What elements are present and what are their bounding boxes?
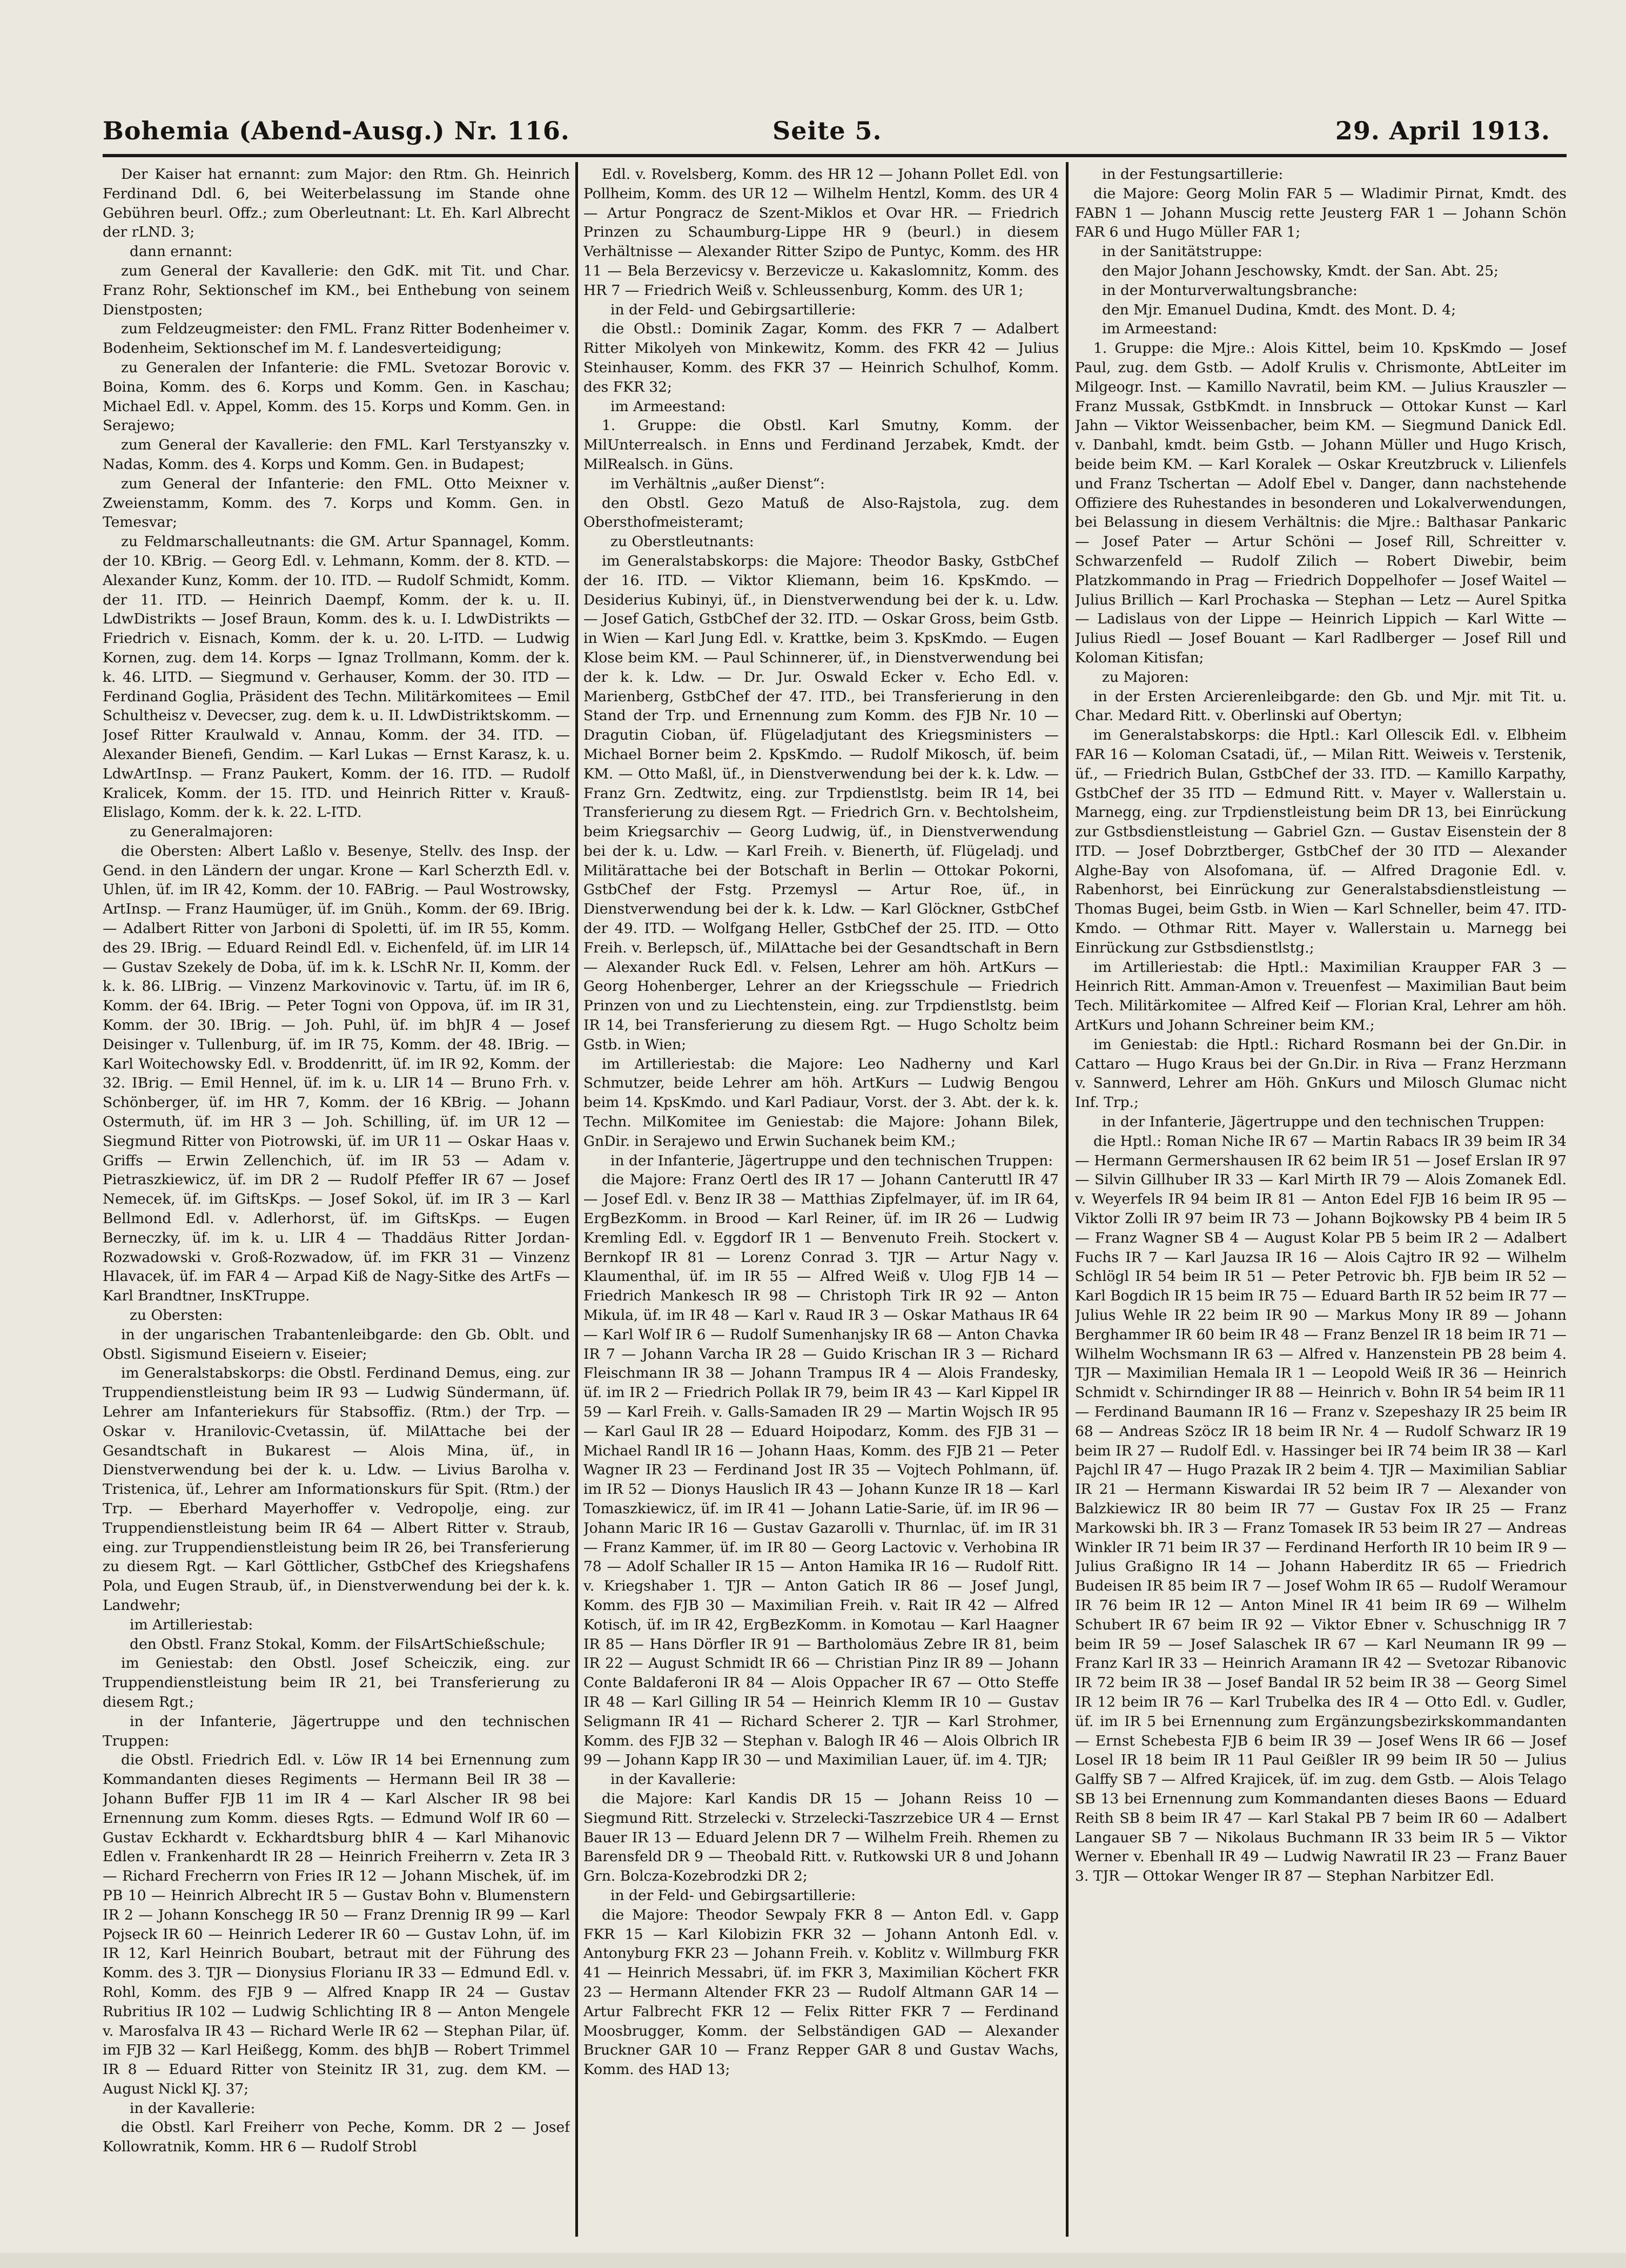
paragraph: im Geniestab: den Obstl. Josef Scheiczik, eing. zur Truppendienstleistung beim IR 21, bei Transferierung zu diesem Rgt.; — [103, 1655, 570, 1710]
paragraph: dann ernannt: — [130, 243, 233, 260]
paragraph: zum Feldzeugmeister: den FML. Franz Ritter Bodenheimer v. Bodenheim, Sektionschef im M. f. Landesverteidigung; — [103, 320, 570, 357]
paragraph: im Armeestand: — [610, 398, 726, 415]
newspaper-title: Bohemia (Abend-Ausg.) Nr. 116. — [103, 116, 570, 145]
paragraph: im Generalstabskorps: die Obstl. Ferdinand Demus, eing. zur Truppendienstleistung beim IR 93 — Ludwig Sündermann, üf. Lehrer am Infanteriekurs für Stabsoffiz. (Rtm.) der Trp. — Oskar v. Hranilovic-Cvetassin, üf. MilAttache bei der Gesandtschaft in Bukarest — Alois Mina, üf., in Dienstverwendung bei der k. u. Ldw. — Livius Barolha v. Tristenica, üf., Lehrer am Informationskurs für Spit. (Rtm.) der Trp. — Eberhard Mayerhoffer v. Vedropolje, eing. zur Truppendienstleistung beim IR 64 — Albert Ritter v. Straub, eing. zur Truppendienstleistung beim IR 26, bei Transferierung zu diesem Rgt. — Karl Göttlicher, GstbChef des Kriegshafens Pola, und Eugen Straub, üf., in Dienstverwendung bei der k. k. Landwehr; — [103, 1365, 570, 1614]
paragraph: in der Festungsartillerie: — [1102, 166, 1284, 183]
paragraph: die Obstl. Friedrich Edl. v. Löw IR 14 bei Ernennung zum Kommandanten dieses Regiments — Hermann Beil IR 38 — Johann Buffer FJB 11 im IR 4 — Karl Alscher IR 98 bei Ernennung zum Komm. dieses Rgts. — Edmund Wolf IR 60 — Gustav Eckhardt v. Eckhardtsburg bhIR 4 — Karl Mihanovic Edlen v. Frankenhardt IR 28 — Heinrich Freiherrn v. Zeta IR 3 — Richard Frecherrn von Fries IR 12 — Johann Mischek, üf. im PB 10 — Heinrich Albrecht IR 5 — Gustav Bohn v. Blumenstern IR 2 — Johann Konschegg IR 50 — Franz Drennig IR 99 — Karl Pojseck IR 60 — Heinrich Lederer IR 60 — Gustav Lohn, üf. im IR 12, Karl Heinrich Boubart, betraut mit der Führung des Komm. des 3. TJR — Dionysius Florianu IR 33 — Edmund Edl. v. Rohl, Komm. des FJB 9 — Alfred Knapp IR 24 — Gustav Rubritius IR 102 — Ludwig Schlichting IR 8 — Anton Mengele v. Marosfalva IR 43 — Richard Werle IR 62 — Stephan Pilar, üf. im FJB 32 — Karl Heißegg, Komm. des bhJB — Robert Trimmel IR 8 — Eduard Ritter von Steinitz IR 31, zug. dem KM. — August Nickl KJ. 37; — [103, 1752, 570, 2097]
paragraph: in der Infanterie, Jägertruppe und den technischen Truppen: — [1102, 1113, 1545, 1131]
paragraph: die Majore: Georg Molin FAR 5 — Wladimir Pirnat, Kmdt. des FABN 1 — Johann Muscig rette Jeusterg FAR 1 — Johann Schön FAR 6 und Hugo Müller FAR 1; — [1075, 185, 1567, 241]
paragraph: in der Feld- und Gebirgsartillerie: — [610, 301, 856, 318]
paragraph: in der Kavallerie: — [130, 2099, 256, 2117]
paragraph: in der Infanterie, Jägertruppe und den technischen Truppen: — [610, 1152, 1053, 1169]
paragraph: im Geniestab: die Hptl.: Richard Rosmann bei der Gn.Dir. in Cattaro — Hugo Kraus bei der Gn.Dir. in Riva — Franz Herzmann v. Sannwerd, Lehrer am Höh. GnKurs und Milosch Glumac nicht Inf. Trp.; — [1075, 1036, 1567, 1111]
paragraph: zu Generalen der Infanterie: die FML. Svetozar Borovic v. Boina, Komm. des 6. Korps und Komm. Gen. in Kaschau; Michael Edl. v. Appel, Komm. des 15. Korps und Komm. Gen. in Serajewo; — [103, 359, 570, 434]
paragraph: 1. Gruppe: die Mjre.: Alois Kittel, beim 10. KpsKmdo — Josef Paul, zug. dem Gstb. — Adolf Krulis v. Chrismonte, AbtLeiter im Milgeogr. Inst. — Kamillo Navratil, beim KM. — Julius Krauszler — Franz Mussak, GstbKmdt. in Innsbruck — Ottokar Kunst — Karl Jahn — Viktor Weissenbacher, beim KM. — Siegmund Danick Edl. v. Danbahl, kmdt. beim Gstb. — Johann Müller und Hugo Krisch, beide beim KM. — Karl Koralek — Oskar Kreutzbruck v. Lilienfels und Franz Tschertan — Adolf Ebel v. Danger, dann nachstehende Offiziere des Ruhestandes in besonderen und Lokalverwendungen, bei Belassung in diesem Verhältnis: die Mjre.: Balthasar Pankaric — Josef Pater — Artur Schöni — Josef Rill, Schreitter v. Schwarzenfeld — Rudolf Zilich — Robert Diwebir, beim Platzkommando in Prag — Friedrich Doppelhofer — Josef Waitel — Julius Brillich — Karl Prochaska — Stephan — Letz — Aurel Spitka — Ladislaus von der Lippe — Heinrich Lippich — Karl Witte — Julius Riedl — Josef Bouant — Karl Radlberger — Josef Rill und Koloman Kitisfan; — [1075, 340, 1567, 666]
paragraph: zum General der Infanterie: den FML. Otto Meixner v. Zweienstamm, Komm. des 7. Korps und Komm. Gen. in Temesvar; — [103, 475, 570, 531]
paragraph: in der Sanitätstruppe: — [1102, 243, 1262, 260]
paragraph: zu Generalmajoren: — [130, 823, 273, 841]
paragraph: den Obstl. Gezo Matuß de Also-Rajstola, zug. dem Obersthofmeisteramt; — [583, 494, 1059, 531]
paragraph: im Artilleriestab: — [130, 1616, 253, 1633]
paragraph: den Mjr. Emanuel Dudina, Kmdt. des Mont. D. 4; — [1102, 301, 1456, 318]
paragraph: den Obstl. Franz Stokal, Komm. der FilsArtSchießschule; — [130, 1635, 546, 1653]
paragraph: in der ungarischen Trabantenleibgarde: den Gb. Oblt. und Obstl. Sigismund Eiseiern v. Eiseier; — [103, 1326, 570, 1363]
paragraph: 1. Gruppe: die Obstl. Karl Smutny, Komm. der MilUnterrealsch. in Enns und Ferdinand Jerzabek, Kmdt. der MilRealsch. in Güns. — [583, 417, 1059, 473]
paragraph: in der Kavallerie: — [610, 1771, 736, 1788]
paragraph: Edl. v. Rovelsberg, Komm. des HR 12 — Johann Pollet Edl. von Pollheim, Komm. des UR 12 — Wilhelm Hentzl, Komm. des UR 4 — Artur Pongracz de Szent-Miklos et Ovar HR. — Friedrich Prinzen zu Schaumburg-Lippe HR 9 (beurl.) in diesem Verhältnisse — Alexander Ritter Szipo de Puntyc, Komm. des HR 11 — Bela Berzevicsy v. Berzevicze u. Kakaslomnitz, Komm. des HR 7 — Friedrich Weiß v. Schleussenburg, Komm. des UR 1; — [583, 166, 1059, 299]
paragraph: die Majore: Theodor Sewpaly FKR 8 — Anton Edl. v. Gapp FKR 15 — Karl Kilobizin FKR 32 — Johann Antonh Edl. v. Antonyburg FKR 23 — Johann Freih. v. Koblitz v. Willmburg FKR 41 — Heinrich Messabri, üf. im FKR 3, Maximilian Köchert FKR 23 — Hermann Altender FKR 23 — Rudolf Altmann GAR 14 — Artur Falbrecht FKR 12 — Felix Ritter FKR 7 — Ferdinand Moosbrugger, Komm. der Selbständigen GAD — Alexander Bruckner GAR 10 — Franz Repper GAR 8 und Gustav Wachs, Komm. des HAD 13; — [583, 1906, 1059, 2078]
issue-date: 29. April 1913. — [1335, 116, 1550, 145]
paragraph: die Hptl.: Roman Niche IR 67 — Martin Rabacs IR 39 beim IR 34 — Hermann Germershausen IR 62 beim IR 51 — Josef Erslan IR 97 — Silvin Gillhuber IR 33 — Karl Mirth IR 79 — Alois Zomanek Edl. v. Weyerfels IR 94 beim IR 81 — Anton Edel FJB 16 beim IR 95 — Viktor Zolli IR 97 beim IR 73 — Johann Bojkowsky PB 4 beim IR 5 — Franz Wagner SB 4 — August Kolar PB 5 beim IR 2 — Adalbert Fuchs IR 7 — Karl Jauzsa IR 16 — Alois Cajtro IR 92 — Wilhelm Schlögl IR 54 beim IR 51 — Peter Petrovic bh. FJB beim IR 52 — Karl Bogdich IR 15 beim IR 75 — Eduard Barth IR 52 beim IR 77 — Julius Wehle IR 22 beim IR 90 — Markus Mony IR 89 — Johann Berghammer IR 60 beim IR 48 — Franz Benzel IR 18 beim IR 71 — Wilhelm Wochsmann IR 63 — Alfred v. Hanzenstein PB 28 beim 4. TJR — Maximilian Hemala IR 1 — Leopold Weiß IR 36 — Heinrich Schmidt v. Schirndinger IR 88 — Heinrich v. Bohn IR 54 beim IR 11 — Ferdinand Baumann IR 16 — Franz v. Szepeshazy IR 25 beim IR 68 — Andreas Szöcz IR 18 beim IR Nr. 4 — Rudolf Schwarz IR 19 beim IR 27 — Rudolf Edl. v. Hassinger bei IR 74 beim IR 38 — Karl Pajchl IR 47 — Hugo Prazak IR 2 beim 4. TJR — Maximilian Sabliar IR 21 — Hermann Kiswardai IR 52 beim IR 7 — Alexander von Balzkiewicz IR 80 beim IR 77 — Gustav Fox IR 25 — Franz Markowski bh. IR 3 — Franz Tomasek IR 53 beim IR 27 — Andreas Winkler IR 71 beim IR 37 — Ferdinand Herforth IR 10 beim IR 9 — Julius Graßigno IR 14 — Johann Haberditz IR 65 — Friedrich Budeisen IR 85 beim IR 7 — Josef Wohm IR 65 — Rudolf Weramour IR 76 beim IR 12 — Anton Minel IR 41 beim IR 69 — Wilhelm Schubert IR 67 beim IR 92 — Viktor Ebner v. Schuschnigg IR 7 beim IR 59 — Josef Salaschek IR 67 — Karl Neumann IR 99 — Franz Karl IR 33 — Heinrich Aramann IR 42 — Svetozar Ribanovic IR 72 beim IR 38 — Josef Bandal IR 52 beim IR 38 — Georg Simel IR 12 beim IR 76 — Karl Trubelka des IR 4 — Otto Edl. v. Gudler, üf. im IR 5 bei Ernennung zum Ergänzungsbezirkskommandanten — Ernst Schebesta FJB 6 beim IR 39 — Josef Wens IR 66 — Josef Losel IR 18 beim IR 11 Paul Geißler IR 99 beim IR 50 — Julius Galffy SB 7 — Alfred Krajicek, üf. im zug. dem Gstb. — Alois Telago SB 13 bei Ernennung zum Kommandanten dieses Baons — Eduard Reith SB 8 beim IR 47 — Karl Stakal PB 7 beim IR 60 — Adalbert Langauer SB 7 — Nikolaus Buchmann IR 33 beim IR 5 — Viktor Werner v. Ebenhall IR 49 — Ludwig Nawratil IR 23 — Franz Bauer 3. TJR — Ottokar Wenger IR 87 — Stephan Narbitzer Edl. — [1075, 1132, 1567, 1885]
paragraph: im Generalstabskorps: die Hptl.: Karl Ollescik Edl. v. Elbheim FAR 16 — Koloman Csatadi, üf., — Milan Ritt. Weiweis v. Terstenik, üf., — Friedrich Bulan, GstbChef der 33. ITD. — Kamillo Karpathy, GstbChef der 35 ITD — Edmund Ritt. v. Mayer v. Wallerstain u. Marnegg, eing. zur Trpdienstleistung beim DR 13, bei Einrückung zur Gstbsdienstleistung — Gabriel Gzn. — Gustav Eisenstein der 8 ITD. — Josef Dobrztberger, GstbChef der 30 ITD — Alexander Alghe-Bay von Alsofomana, üf. — Alfred Dragonie Edl. v. Rabenhorst, bei Einrückung zur Generalstabsdienstleistung — Thomas Bugei, beim Gstb. in Wien — Karl Schneller, beim 47. ITD-Kmdo. — Othmar Ritt. Mayer v. Wallerstain u. Marnegg bei Einrückung zur Gstbsdienstlstg.; — [1075, 727, 1567, 956]
paragraph: die Obstl.: Dominik Zagar, Komm. des FKR 7 — Adalbert Ritter Mikolyeh von Minkewitz, Komm. des FKR 42 — Julius Steinhauser, Komm. des FKR 37 — Heinrich Schulhof, Komm. des FKR 32; — [583, 320, 1059, 395]
page-header — [103, 111, 1561, 154]
paragraph: im Verhältnis „außer Dienst“: — [610, 475, 825, 492]
paragraph: zu Feldmarschalleutnants: die GM. Artur Spannagel, Komm. der 10. KBrig. — Georg Edl. v. Lehmann, Komm. der 8. KTD. — Alexander Kunz, Komm. der 10. ITD. — Rudolf Schmidt, Komm. der 11. ITD. — Heinrich Daempf, Komm. der k. u. II. LdwDistrikts — Josef Braun, Komm. des k. u. I. LdwDistrikts — Friedrich v. Eisnach, Komm. der k. u. 20. L-ITD. — Ludwig Kornen, zug. dem 14. Korps — Ignaz Trollmann, Komm. der k. k. 46. LITD. — Siegmund v. Gerhauser, Komm. der 30. ITD — Ferdinand Goglia, Präsident des Techn. Militärkomitees — Emil Schultheisz v. Devecser, zug. dem k. u. II. LdwDistriktskomm. — Josef Ritter Kraulwald v. Annau, Komm. der 34. ITD. — Alexander Bienefi, Gendim. — Karl Lukas — Ernst Karasz, k. u. LdwArtInsp. — Franz Paukert, Komm. der 16. ITD. — Rudolf Kralicek, Komm. der 15. ITD. und Heinrich Ritter v. Krauß-Elislago, Komm. der k. k. 22. L-ITD. — [103, 533, 570, 821]
paragraph: in der Ersten Arcierenleibgarde: den Gb. und Mjr. mit Tit. u. Char. Medard Ritt. v. Oberlinski auf Obertyn; — [1075, 688, 1567, 724]
page-edge — [0, 2253, 1626, 2268]
paragraph: zu Oberstleutnants: — [610, 533, 754, 551]
paragraph: zum General der Kavallerie: den FML. Karl Terstyanszky v. Nadas, Komm. des 4. Korps und Komm. Gen. in Budapest; — [103, 437, 570, 473]
header-rule — [103, 154, 1567, 157]
paragraph: zu Majoren: — [1102, 668, 1189, 686]
paragraph: die Majore: Karl Kandis DR 15 — Johann Reiss 10 — Siegmund Ritt. Strzelecki v. Strzelecki-Taszrzebice UR 4 — Ernst Bauer IR 13 — Eduard Jelenn DR 7 — Wilhelm Freih. Rhemen zu Barensfeld DR 9 — Theobald Ritt. v. Rutkowski UR 8 und Johann Grn. Bolcza-Kozebrodzki DR 2; — [583, 1790, 1059, 1885]
paragraph: in der Monturverwaltungsbranche: — [1102, 281, 1358, 299]
paragraph: die Obstl. Karl Freiherr von Peche, Komm. DR 2 — Josef Kollowratnik, Komm. HR 6 — Rudolf Strobl — [103, 2119, 570, 2156]
paragraph: die Majore: Franz Oertl des IR 17 — Johann Canteruttl IR 47 — Josef Edl. v. Benz IR 38 — Matthias Zipfelmayer, üf. im IR 64, ErgBezKomm. in Brood — Karl Reiner, üf. im IR 26 — Ludwig Kremling Edl. v. Eggdorf IR 1 — Benvenuto Freih. Stockert v. Bernkopf IR 81 — Lorenz Conrad 3. TJR — Artur Nagy v. Klaumenthal, üf. im IR 55 — Alfred Weiß v. Ulog FJB 14 — Friedrich Mankesch IR 98 — Christoph Tirk IR 92 — Anton Mikula, üf. im IR 48 — Karl v. Raud IR 3 — Oskar Mathaus IR 64 — Karl Wolf IR 6 — Rudolf Sumenhanjsky IR 68 — Anton Chavka IR 7 — Johann Varcha IR 28 — Guido Krischan IR 3 — Richard Fleischmann IR 38 — Johann Trampus IR 4 — Alois Frandesky, üf. im IR 2 — Friedrich Pollak IR 79, beim IR 43 — Karl Kippel IR 59 — Karl Freih. v. Galls-Samaden IR 29 — Martin Wojsch IR 95 — Karl Gaul IR 28 — Eduard Hoipodarz, Komm. des FJB 31 — Michael Randl IR 16 — Johann Haas, Komm. des FJB 21 — Peter Wagner IR 23 — Ferdinand Jost IR 35 — Vojtech Pohlmann, üf. im IR 52 — Dionys Hauslich IR 43 — Johann Kunze IR 18 — Karl Tomaszkiewicz, üf. im IR 41 — Johann Latie-Sarie, üf. im IR 96 — Johann Maric IR 16 — Gustav Gazarolli v. Thurnlac, üf. im IR 31 — Franz Kammer, üf. im IR 80 — Georg Lactovic v. Verhobina IR 78 — Adolf Schaller IR 15 — Anton Hamika IR 16 — Rudolf Ritt. v. Kriegshaber 1. TJR — Anton Gatich IR 86 — Josef Jungl, Komm. des FJB 30 — Maximilian Freih. v. Rait IR 42 — Alfred Kotisch, üf. im IR 42, ErgBezKomm. in Komotau — Karl Haagner IR 85 — Hans Dörfler IR 91 — Bartholomäus Zebre IR 81, beim IR 22 — August Schmidt IR 66 — Christian Pinz IR 89 — Johann Conte Baldaferoni IR 84 — Alois Oppacher IR 67 — Otto Steffe IR 48 — Karl Gilling IR 54 — Heinrich Klemm IR 10 — Gustav Seligmann IR 41 — Richard Scherer 2. TJR — Karl Strohmer, Komm. des FJB 32 — Stephan v. Balogh IR 46 — Alois Olbrich IR 99 — Johann Kapp IR 30 — und Maximilian Lauer, üf. im 4. TJR; — [583, 1171, 1059, 1769]
column-1 — [103, 165, 570, 2234]
paragraph: im Artilleriestab: die Hptl.: Maximilian Kraupper FAR 3 — Heinrich Ritt. Amman-Amon v. Treuenfest — Maximilian Baut beim Tech. Militärkomitee — Alfred Keif — Florian Kral, Lehrer am höh. ArtKurs und Johann Schreiner beim KM.; — [1075, 958, 1567, 1034]
paragraph: im Armeestand: — [1102, 320, 1218, 338]
paragraph: im Artilleriestab: die Majore: Leo Nadherny und Karl Schmutzer, beide Lehrer am höh. ArtKurs — Ludwig Bengou beim 14. KpsKmdo. und Karl Padiaur, Vorst. der 3. Abt. der k. k. Techn. MilKomitee im Geniestab: die Majore: Johann Bilek, GnDir. in Serajewo und Erwin Suchanek beim KM.; — [583, 1055, 1059, 1150]
paragraph: in der Infanterie, Jägertruppe und den technischen Truppen: — [103, 1713, 570, 1749]
column-2 — [583, 165, 1059, 2234]
paragraph: die Obersten: Albert Laßlo v. Besenye, Stellv. des Insp. der Gend. in den Ländern der ungar. Krone — Karl Scherzth Edl. v. Uhlen, üf. im IR 42, Komm. der 10. FABrig. — Paul Wostrowsky, ArtInsp. — Franz Haumüger, üf. im Gnüh., Komm. der 69. IBrig. — Adalbert Ritter von Jarboni di Spoletti, üf. im IR 55, Komm. des 29. IBrig. — Eduard Reindl Edl. v. Eichenfeld, üf. im LIR 14 — Gustav Szekely de Doba, üf. im k. k. LSchR Nr. II, Komm. der k. k. 86. LIBrig. — Vinzenz Markovinovic v. Tartu, üf. im IR 6, Komm. der 64. IBrig. — Peter Togni von Oppova, üf. im IR 31, Komm. der 30. IBrig. — Joh. Puhl, üf. im bhJR 4 — Josef Deisinger v. Tullenburg, üf. im IR 75, Komm. der 48. IBrig. — Karl Woitechowsky Edl. v. Broddenritt, üf. im IR 92, Komm. der 32. IBrig. — Emil Hennel, üf. im k. u. LIR 14 — Bruno Frh. v. Schönberger, üf. im HR 7, Komm. der 16 KBrig. — Johann Ostermuth, üf. im HR 3 — Joh. Schilling, üf. im UR 12 — Siegmund Ritter von Piotrowski, üf. im UR 11 — Oskar Haas v. Griffs — Erwin Zellenchich, üf. im IR 53 — Adam v. Pietraszkiewicz, üf. im DR 2 — Rudolf Pfeffer IR 67 — Josef Nemecek, üf. im GiftsKps. — Josef Sokol, üf. im IR 3 — Karl Bellmond Edl. v. Adlerhorst, üf. im GiftsKps. — Eugen Berneczky, üf. im k. u. LIR 4 — Thaddäus Ritter Jordan-Rozwadowski v. Groß-Rozwadow, üf. im FKR 31 — Vinzenz Hlavacek, üf. im FAR 4 — Arpad Kiß de Nagy-Sitke des ArtFs — Karl Brandtner, InsKTruppe. — [103, 842, 570, 1305]
paragraph: in der Feld- und Gebirgsartillerie: — [610, 1887, 856, 1904]
column-3 — [1075, 165, 1567, 2234]
column-divider — [1066, 162, 1069, 2237]
page-number: Seite 5. — [772, 116, 882, 145]
paragraph: zu Obersten: — [130, 1307, 223, 1324]
paragraph: den Major Johann Jeschowsky, Kmdt. der San. Abt. 25; — [1102, 262, 1499, 279]
paragraph: zum General der Kavallerie: den GdK. mit Tit. und Char. Franz Rohr, Sektionschef im KM., bei Enthebung von seinem Dienstposten; — [103, 262, 570, 318]
paragraph: Der Kaiser hat ernannt: zum Major: den Rtm. Gh. Heinrich Ferdinand Ddl. 6, bei Weiterbelassung im Stande ohne Gebühren beurl. Offz.; zum Oberleutnant: Lt. Eh. Karl Albrecht der rLND. 3; — [103, 166, 570, 241]
column-divider — [575, 162, 578, 2237]
paragraph: im Generalstabskorps: die Majore: Theodor Basky, GstbChef der 16. ITD. — Viktor Kliemann, beim 16. KpsKmdo. — Desiderius Kubinyi, üf., in Dienstverwendung bei der k. u. Ldw. — Josef Gatich, GstbChef der 32. ITD. — Oskar Gross, beim Gstb. in Wien — Karl Jung Edl. v. Krattke, beim 3. KpsKmdo. — Eugen Klose beim KM. — Paul Schinnerer, üf., in Dienstverwendung bei der k. k. Ldw. — Dr. Jur. Oswald Ecker v. Echo Edl. v. Marienberg, GstbChef der 47. ITD., bei Transferierung in den Stand der Trp. und Ernennung zum Komm. des FJB Nr. 10 — Dragutin Cioban, üf. Flügeladjutant des Kriegsministers — Michael Borner beim 2. KpsKmdo. — Rudolf Mikosch, üf. beim KM. — Otto Maßl, üf., in Dienstverwendung bei der k. k. Ldw. — Franz Grn. Zedtwitz, eing. zur Trpdienstlstg. beim IR 14, bei Transferierung zu diesem Rgt. — Friedrich Grn. v. Bechtolsheim, beim Kriegsarchiv — Georg Ludwig, üf., in Dienstverwendung bei der k. u. Ldw. — Karl Freih. v. Bienerth, üf. Flügeladj. und Militärattache bei der Botschaft in Berlin — Ottokar Pokorni, GstbChef der Fstg. Przemysl — Artur Roe, üf., in Dienstverwendung bei der k. k. Ldw. — Karl Glöckner, GstbChef der 49. ITD. — Wolfgang Heller, GstbChef der 25. ITD. — Otto Freih. v. Berlepsch, üf., MilAttache bei der Gesandtschaft in Bern — Alexander Ruck Edl. v. Felsen, Lehrer am höh. ArtKurs — Georg Hohenberger, Lehrer an der Kriegsschule — Friedrich Prinzen von und zu Liechtenstein, eing. zur Trpdienstlstg. beim IR 14, bei Transferierung zu diesem Rgt. — Hugo Scholtz beim Gstb. in Wien; — [583, 552, 1059, 1053]
